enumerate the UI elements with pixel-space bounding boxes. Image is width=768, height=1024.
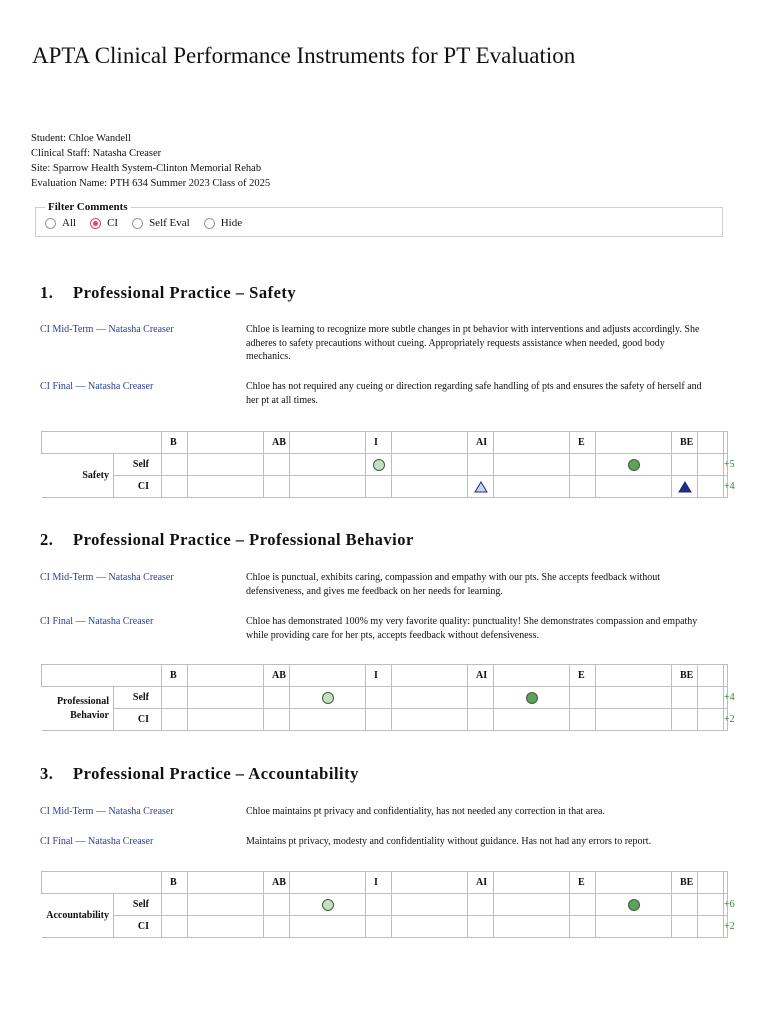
criterion-label	[42, 894, 114, 938]
rating-slot	[290, 709, 366, 731]
rating-grid-header	[42, 872, 728, 894]
scale-gap	[494, 872, 570, 894]
rating-slot	[672, 476, 698, 498]
comment-author[interactable]: CI Mid-Term — Natasha Creaser	[40, 806, 174, 817]
comment-text: Chloe maintains pt privacy and confidentiality, has not needed any correction in that area.	[246, 806, 605, 817]
self-change-value: +6	[724, 894, 728, 916]
rating-slot	[698, 476, 724, 498]
filter-legend: Filter Comments	[48, 201, 128, 213]
rating-slot	[468, 894, 494, 916]
rating-slot	[366, 687, 392, 709]
rating-slot	[494, 476, 570, 498]
scale-gap	[698, 872, 724, 894]
ci-rating-row	[42, 709, 728, 731]
scale-header: B	[162, 872, 188, 894]
ci-change-value: +2	[724, 709, 728, 731]
scale-header: BE	[672, 665, 698, 687]
scale-gap	[290, 665, 366, 687]
rating-slot	[162, 476, 188, 498]
filter-option-ci[interactable]	[90, 217, 118, 229]
change-header	[724, 665, 728, 687]
rating-slot	[672, 894, 698, 916]
rating-slot	[366, 709, 392, 731]
self-change-value: +4	[724, 687, 728, 709]
scale-gap	[188, 872, 264, 894]
scale-header: I	[366, 432, 392, 454]
ci-row-label: CI	[114, 916, 162, 938]
section-title: 2. Professional Practice – Professional Behavior	[40, 530, 414, 549]
rating-slot	[494, 894, 570, 916]
evaluation-meta	[31, 131, 270, 191]
rating-slot	[570, 687, 596, 709]
rating-slot	[366, 454, 392, 476]
rating-slot	[264, 454, 290, 476]
section-professional-behavior	[0, 530, 768, 770]
self-row-label: Self	[114, 894, 162, 916]
self-midterm-circle-icon	[322, 899, 334, 911]
rating-slot	[392, 894, 468, 916]
comment-author[interactable]: CI Mid-Term — Natasha Creaser	[40, 324, 174, 335]
clinical-staff: Clinical Staff: Natasha Creaser	[31, 148, 162, 159]
rating-slot	[698, 894, 724, 916]
rating-slot	[494, 916, 570, 938]
section-title: 3. Professional Practice – Accountability	[40, 764, 359, 783]
change-header	[724, 872, 728, 894]
rating-slot	[188, 916, 264, 938]
scale-gap	[392, 432, 468, 454]
site-name: Site: Sparrow Health System-Clinton Memorial Rehab	[31, 163, 262, 174]
criterion-label	[42, 687, 114, 731]
rating-slot	[162, 454, 188, 476]
comment-text: Chloe is learning to recognize more subtle changes in pt behavior with interventions and adjusts accordingly. She adheres to safety precautions without cueing. Appropriately requests assistance when needed, good body mechanics.	[246, 324, 700, 362]
radio-selected-icon[interactable]	[90, 218, 101, 229]
rating-slot	[366, 916, 392, 938]
change-header	[724, 432, 728, 454]
scale-header: AB	[264, 665, 290, 687]
rating-slot	[392, 454, 468, 476]
scale-gap	[392, 665, 468, 687]
rating-slot	[672, 454, 698, 476]
rating-slot	[672, 687, 698, 709]
self-rating-row	[42, 894, 728, 916]
comment-text: Maintains pt privacy, modesty and confidentiality without guidance. Has not had any errors to report.	[246, 836, 652, 847]
filter-option-label: Self Eval	[149, 217, 190, 229]
rating-grid-header	[42, 665, 728, 687]
scale-header: I	[366, 665, 392, 687]
ci-change-value: +2	[724, 916, 728, 938]
header-blank	[42, 432, 162, 454]
filter-options	[45, 217, 722, 229]
rating-slot	[188, 894, 264, 916]
rating-slot	[596, 454, 672, 476]
section-title: 1. Professional Practice – Safety	[40, 283, 297, 302]
scale-gap	[494, 432, 570, 454]
comment-author[interactable]: CI Final — Natasha Creaser	[40, 836, 154, 847]
comment-text: Chloe has demonstrated 100% my very favorite quality: punctuality! She demonstrates compassion and empathy while providing care for her pts, accepts feedback without defensiveness.	[246, 616, 698, 641]
rating-slot	[468, 476, 494, 498]
rating-slot	[570, 894, 596, 916]
ci-change-value: +4	[724, 476, 728, 498]
rating-slot	[596, 476, 672, 498]
scale-gap	[290, 432, 366, 454]
rating-slot	[290, 894, 366, 916]
scale-header: E	[570, 432, 596, 454]
rating-slot	[494, 709, 570, 731]
filter-option-label: All	[62, 217, 77, 229]
student-name: Student: Chloe Wandell	[31, 133, 131, 144]
header-blank	[42, 665, 162, 687]
rating-slot	[162, 709, 188, 731]
filter-option-self-eval[interactable]	[132, 217, 190, 229]
rating-slot	[596, 687, 672, 709]
self-rating-row	[42, 454, 728, 476]
rating-slot	[570, 476, 596, 498]
rating-slot	[596, 916, 672, 938]
comment-text: Chloe is punctual, exhibits caring, compassion and empathy with our pts. She accepts feedback without defensiveness, and gives me feedback on her needs for learning.	[246, 572, 661, 597]
scale-header: BE	[672, 432, 698, 454]
rating-slot	[468, 709, 494, 731]
radio-icon[interactable]	[204, 218, 215, 229]
scale-header: I	[366, 872, 392, 894]
rating-slot	[392, 476, 468, 498]
ci-midterm-triangle-icon	[474, 481, 488, 493]
rating-slot	[264, 894, 290, 916]
scale-gap	[698, 432, 724, 454]
rating-slot	[162, 916, 188, 938]
rating-slot	[188, 476, 264, 498]
rating-slot	[264, 916, 290, 938]
scale-header: AB	[264, 872, 290, 894]
rating-slot	[264, 687, 290, 709]
radio-icon[interactable]	[132, 218, 143, 229]
section-accountability	[0, 764, 768, 1004]
scale-header: B	[162, 665, 188, 687]
scale-header: AI	[468, 665, 494, 687]
rating-slot	[672, 916, 698, 938]
self-final-circle-icon	[628, 899, 640, 911]
scale-header: BE	[672, 872, 698, 894]
self-final-circle-icon	[526, 692, 538, 704]
rating-slot	[264, 709, 290, 731]
self-row-label: Self	[114, 454, 162, 476]
criterion-text: Accountability	[46, 909, 109, 921]
scale-gap	[290, 872, 366, 894]
ci-final-triangle-icon	[678, 481, 692, 493]
scale-header: B	[162, 432, 188, 454]
self-change-value: +5	[724, 454, 728, 476]
self-midterm-circle-icon	[373, 459, 385, 471]
rating-slot	[672, 709, 698, 731]
self-row-label: Self	[114, 687, 162, 709]
filter-option-all[interactable]	[45, 217, 76, 229]
rating-slot	[264, 476, 290, 498]
rating-slot	[698, 709, 724, 731]
self-midterm-circle-icon	[322, 692, 334, 704]
scale-header: E	[570, 665, 596, 687]
rating-slot	[392, 687, 468, 709]
rating-slot	[468, 687, 494, 709]
rating-grid	[41, 664, 735, 731]
scale-gap	[188, 665, 264, 687]
ci-row-label: CI	[114, 476, 162, 498]
scale-gap	[494, 665, 570, 687]
rating-slot	[392, 916, 468, 938]
rating-slot	[570, 709, 596, 731]
evaluation-name: Evaluation Name: PTH 634 Summer 2023 Class of 2025	[31, 178, 271, 189]
ci-rating-row	[42, 916, 728, 938]
rating-slot	[162, 894, 188, 916]
criterion-text: Professional Behavior	[56, 695, 109, 721]
rating-grid	[41, 871, 735, 938]
rating-slot	[290, 454, 366, 476]
scale-gap	[188, 432, 264, 454]
rating-slot	[698, 454, 724, 476]
filter-comments	[35, 201, 723, 237]
rating-slot	[698, 687, 724, 709]
rating-slot	[494, 454, 570, 476]
rating-slot	[596, 894, 672, 916]
comment-text: Chloe has not required any cueing or direction regarding safe handling of pts and ensures the safety of herself and her pt at all times.	[246, 381, 702, 406]
rating-slot	[494, 687, 570, 709]
comment-author[interactable]: CI Final — Natasha Creaser	[40, 616, 154, 627]
self-rating-row	[42, 687, 728, 709]
scale-header: AI	[468, 432, 494, 454]
ci-row-label: CI	[114, 709, 162, 731]
rating-slot	[188, 454, 264, 476]
rating-slot	[290, 916, 366, 938]
rating-slot	[290, 687, 366, 709]
scale-header: AI	[468, 872, 494, 894]
criterion-label	[42, 454, 114, 498]
scale-gap	[392, 872, 468, 894]
scale-gap	[596, 432, 672, 454]
rating-slot	[698, 916, 724, 938]
rating-slot	[366, 476, 392, 498]
rating-slot	[290, 476, 366, 498]
rating-slot	[468, 916, 494, 938]
scale-gap	[698, 665, 724, 687]
rating-grid	[41, 431, 735, 498]
comment-author[interactable]: CI Final — Natasha Creaser	[40, 381, 154, 392]
rating-slot	[188, 687, 264, 709]
rating-slot	[188, 709, 264, 731]
rating-slot	[392, 709, 468, 731]
scale-header: E	[570, 872, 596, 894]
criterion-text: Safety	[82, 469, 109, 481]
rating-slot	[162, 687, 188, 709]
filter-option-label: Hide	[220, 217, 243, 229]
self-final-circle-icon	[628, 459, 640, 471]
rating-grid-header	[42, 432, 728, 454]
ci-rating-row	[42, 476, 728, 498]
rating-slot	[570, 916, 596, 938]
header-blank	[42, 872, 162, 894]
radio-icon[interactable]	[45, 218, 56, 229]
comment-author[interactable]: CI Mid-Term — Natasha Creaser	[40, 572, 174, 583]
filter-option-label: CI	[107, 217, 119, 229]
filter-option-hide[interactable]	[204, 217, 242, 229]
rating-slot	[366, 894, 392, 916]
rating-slot	[570, 454, 596, 476]
page-title: APTA Clinical Performance Instruments for PT Evaluation	[32, 43, 576, 68]
scale-header: AB	[264, 432, 290, 454]
rating-slot	[596, 709, 672, 731]
rating-slot	[468, 454, 494, 476]
scale-gap	[596, 665, 672, 687]
section-safety	[0, 283, 768, 523]
scale-gap	[596, 872, 672, 894]
